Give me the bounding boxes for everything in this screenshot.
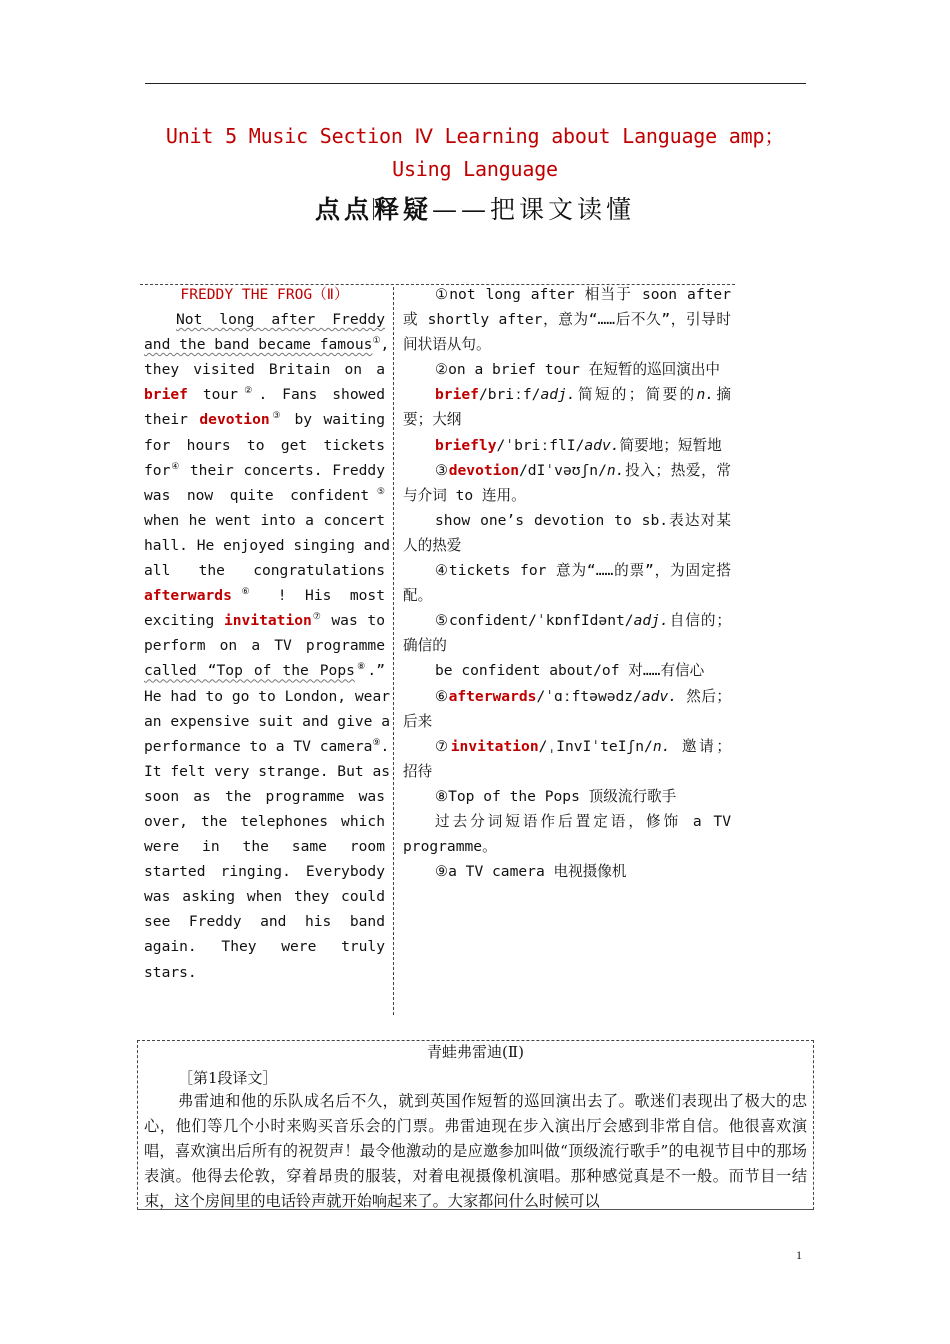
note-6: ⑥afterwards/ˈɑːftəwədz/adv. 然后；后来 <box>403 687 731 730</box>
passage-line: they visited Britain on a <box>144 361 385 379</box>
note-5-example: be confident about/of 对……有信心 <box>435 662 705 680</box>
passage-line: soon as the programme was <box>144 787 385 805</box>
passage-line: exciting invitation⑦ was to <box>144 612 385 630</box>
note-2-brief: brief/briːf/adj.简短的；简要的n.摘要；大纲 <box>403 386 731 429</box>
passage-line: their devotion③ by waiting <box>144 411 385 429</box>
passage-line: for hours to get tickets <box>144 436 385 454</box>
passage-line: were in the same room <box>144 838 385 856</box>
passage-line: started ringing. Everybody <box>144 863 385 881</box>
note-9: ⑨a TV camera 电视摄像机 <box>435 863 627 881</box>
passage-line: stars. <box>144 963 197 981</box>
translation-body: 弗雷迪和他的乐队成名后不久，就到英国作短暂的巡回演出去了。歌迷们表现出了极大的忠心，他们等几个小时来购买音乐会的门票。弗雷迪现在步入演出厅会感到非常自信。他很喜欢演唱，喜欢演出后所有的祝贺声！最令他激动的是应邀参加叫做“顶级流行歌手”的电视节目中的那场表演。他得去伦敦，穿着昂贵的服装，对着电视摄像机演唱。那种感觉真是不一般。而节目一结束，这个房间里的电话铃声就开始响起来了。大家都问什么时候可以 <box>144 1092 807 1210</box>
passage-line: It felt very strange. But as <box>144 762 391 780</box>
passage-column <box>144 282 391 985</box>
subtitle-strong-2: 释疑 <box>373 195 432 224</box>
passage-line: called “Top of the Pops⑧.” <box>144 662 385 680</box>
passage-line: was asking when they could <box>144 888 385 906</box>
header-rule <box>145 83 806 84</box>
passage-line: over, the telephones which <box>144 812 385 830</box>
passage-line: was now quite confident⑤ <box>144 486 385 504</box>
passage-line: He had to go to London, wear <box>144 687 391 705</box>
passage-line: afterwards⑥ ! His most <box>144 587 385 605</box>
page-number: 1 <box>796 1248 802 1262</box>
note-3: ③devotion/dIˈvəʊʃn/n.投入；热爱，常与介词 to 连用。 <box>403 461 731 504</box>
passage-line: all the congratulations <box>144 562 385 580</box>
passage-line: an expensive suit and give a <box>144 712 391 730</box>
passage-line: and the band became famous①, <box>144 336 390 354</box>
subtitle-rest: ——把课文读懂 <box>432 195 636 224</box>
passage-line: perform on a TV programme <box>144 637 385 655</box>
note-5: ⑤confident/ˈkɒnfIdənt/adj.自信的；确信的 <box>403 612 731 655</box>
note-8: ⑧Top of the Pops 顶级流行歌手 <box>435 787 677 805</box>
note-2-briefly: briefly/ˈbriːflI/adv.简要地；短暂地 <box>435 436 722 454</box>
passage-line: see Freddy and his band <box>144 913 385 931</box>
column-divider <box>393 287 394 1015</box>
note-2: ②on a brief tour 在短暂的巡回演出中 <box>435 361 721 379</box>
translation-title: 青蛙弗雷迪(Ⅱ) <box>427 1043 524 1061</box>
note-1: ①not long after 相当于 soon after 或 shortly after，意为“……后不久”，引导时间状语从句。 <box>403 286 731 354</box>
section-subtitle <box>140 190 810 226</box>
passage-line: performance to a TV camera⑨. <box>144 737 390 755</box>
subtitle-strong-1: 点点 <box>314 195 373 224</box>
passage-line: brief tour②. Fans showed <box>144 386 385 404</box>
note-7: ⑦invitation/ˌInvIˈteIʃn/n. 邀请；招待 <box>403 737 731 780</box>
note-8-grammar: 过去分词短语作后置定语，修饰 a TV programme。 <box>403 812 731 856</box>
notes-column <box>403 282 731 884</box>
page-title: Unit 5 Music Section Ⅳ Learning about Language amp；Using Language <box>165 124 785 181</box>
passage-line: Not long after Freddy <box>176 311 385 329</box>
passage-line: when he went into a concert <box>144 511 385 529</box>
passage-line: for④ their concerts. Freddy <box>144 461 385 479</box>
passage-heading: FREDDY THE FROG（Ⅱ） <box>180 286 349 303</box>
note-4: ④tickets for 意为“……的票”，为固定搭配。 <box>403 562 731 605</box>
passage-line: hall. He enjoyed singing and <box>144 536 391 554</box>
note-3-example: show one’s devotion to sb.表达对某人的热爱 <box>403 511 731 554</box>
translation-paragraph-label: ［第1段译文］ <box>178 1069 278 1087</box>
passage-line: again. They were truly <box>144 938 385 956</box>
